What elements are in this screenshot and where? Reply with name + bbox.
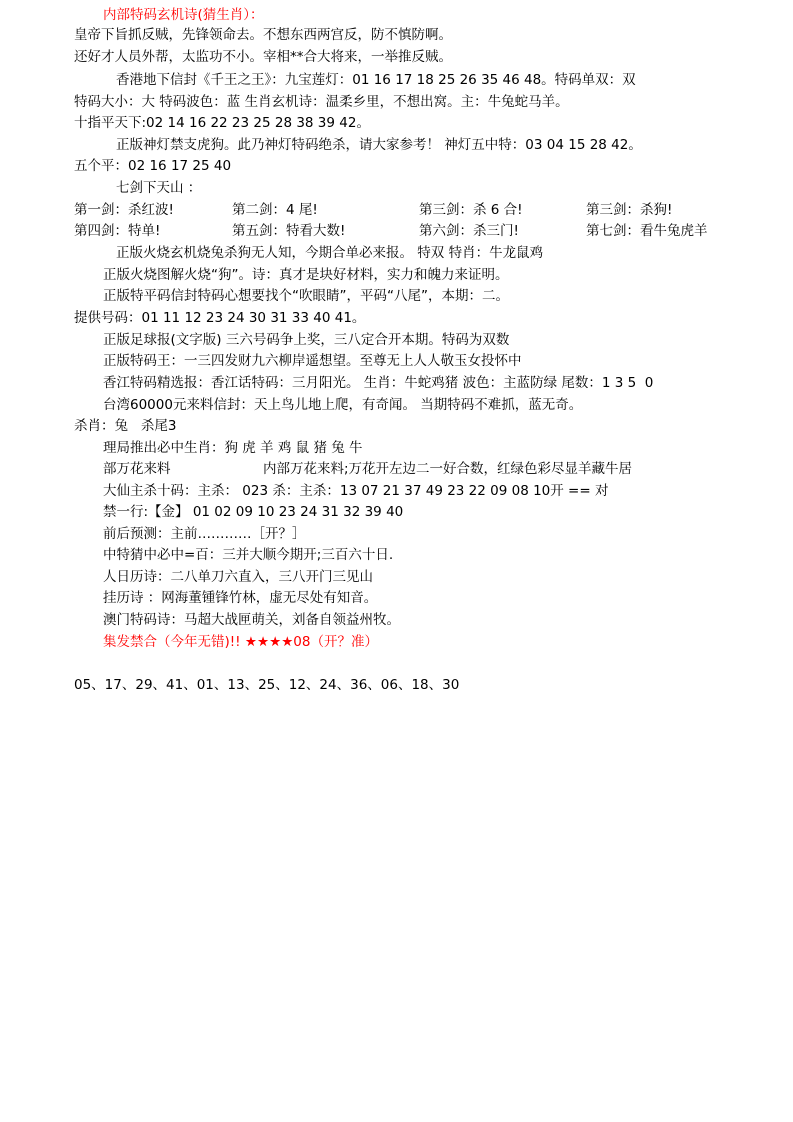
text-line-30 [103, 653, 552, 673]
sword-6: 第六剑：杀三门! [419, 223, 519, 239]
poem-title: 内部特码玄机诗(猜生肖）： [103, 7, 264, 23]
text-line-22: 大仙主杀十码：主杀： 023 杀：主杀：13 07 21 37 49 23 22 09 08 10开 == 对 [103, 483, 609, 499]
text-line-14: 提供号码：01 11 12 23 24 30 31 33 40 41。 [74, 310, 366, 326]
text-line-31: 05、17、29、41、01、13、25、12、24、36、06、18、30 [74, 677, 460, 693]
text-line-3: 香港地下信封《千王之王》：九宝莲灯：01 16 17 18 25 26 35 46 48。特码单双：双 [116, 72, 636, 88]
text-line-16: 正版特码王：一三四发财九六柳岸遥想望。至尊无上人人敬玉女投怀中 [103, 353, 522, 369]
text-line-25: 中特猜中必中=百：三并大顺今期开;三百六十日. [103, 547, 394, 563]
text-line-27: 挂历诗 ：网海董锺锋竹林，虚无尽处有知音。 [103, 590, 378, 606]
text-line-4: 特码大小：大 特码波色：蓝 生肖玄机诗：温柔乡里，不想出窝。主：牛兔蛇马羊。 [74, 94, 569, 110]
text-line-21b: 内部万花来料;万花开左边二一好合数，红绿色彩尽显羊藏牛居 [263, 461, 633, 477]
sword-5: 第五剑：特看大数! [232, 223, 346, 239]
text-line-5: 十指平天下:02 14 16 22 23 25 28 38 39 42。 [74, 115, 370, 131]
text-line-21a: 部万花来料 [103, 461, 171, 477]
text-line-18: 台湾60000元来料信封：天上鸟儿地上爬，有奇闻。 当期特码不难抓，蓝无奇。 [103, 397, 583, 413]
text-line-7: 五个平：02 16 17 25 40 [74, 158, 232, 174]
sword-4: 第四剑：特单! [74, 223, 161, 239]
sword-3b: 第三剑：杀狗! [586, 202, 673, 218]
text-line-8: 七剑下天山 ： [116, 180, 202, 196]
last-result [347, 5, 631, 25]
text-line-2: 还好才人员外帮，太监功不小。宰相**合大将来，一举推反贼。 [74, 49, 452, 65]
text-line-26: 人日历诗：二八单刀六直入，三八开门三见山 [103, 569, 373, 585]
sword-2: 第二剑：4 尾! [232, 202, 318, 218]
text-line-1: 皇帝下旨抓反贼，先锋领命去。不想东西两宫反，防不慎防啊。 [74, 27, 452, 43]
text-line-19: 杀肖：兔 杀尾3 [74, 418, 177, 434]
text-line-6: 正版神灯禁支虎狗。此乃神灯特码绝杀，请大家参考！ 神灯五中特：03 04 15 28 42。 [116, 137, 642, 153]
sword-7: 第七剑：看牛兔虎羊 [586, 223, 708, 239]
text-line-28: 澳门特码诗：马超大战匣萌关，刘备自领益州牧。 [103, 612, 400, 628]
text-line-12: 正版火烧图解火烧“狗”。诗：真才是块好材料，实力和魄力来证明。 [103, 267, 509, 283]
text-line-11: 正版火烧玄机烧兔杀狗无人知，今期合单必来报。 特双 特肖：牛龙鼠鸡 [116, 245, 544, 261]
header-line [26, 4, 96, 24]
text-line-29: 集发禁合（今年无错)!! ★★★★08（开？准） [103, 634, 378, 650]
text-line-15: 正版足球报(文字版) 三六号码争上奖，三八定合开本期。特码为双数 [103, 332, 510, 348]
text-line-24: 前后预测：主前…………［开？］ [103, 526, 306, 542]
text-line-13: 正版特平码信封特码心想要找个“吹眼睛”，平码“八尾”，本期：二。 [103, 288, 509, 304]
text-line-23: 禁一行:【金】 01 02 09 10 23 24 31 32 39 40 [103, 504, 404, 520]
text-line-20: 理局推出必中生肖：狗 虎 羊 鸡 鼠 猪 兔 牛 [103, 440, 363, 456]
sword-1: 第一剑：杀红波! [74, 202, 174, 218]
sword-3: 第三剑：杀 6 合! [419, 202, 523, 218]
text-line-17: 香江特码精选报：香江话特码：三月阳光。 生肖：牛蛇鸡猪 波色：主蓝防绿 尾数：1 3 5 0 [103, 375, 654, 391]
